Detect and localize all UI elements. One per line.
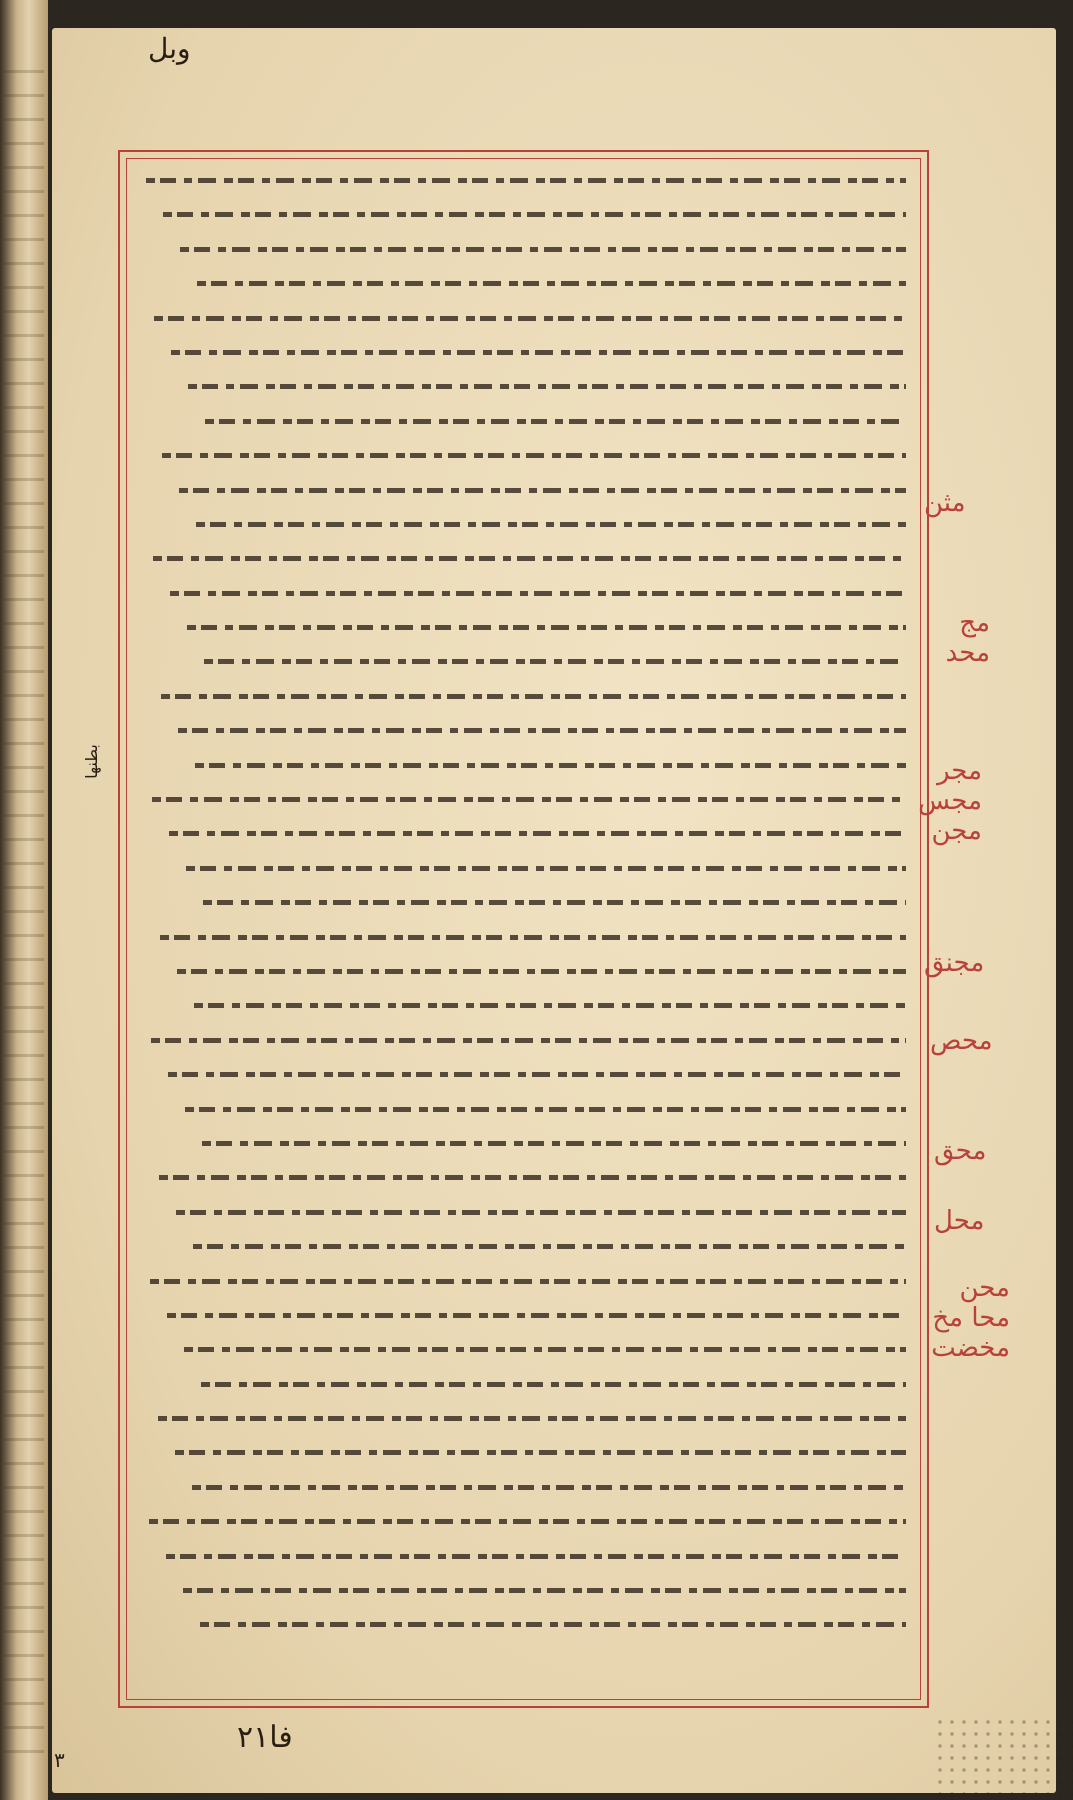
text-block: [146, 158, 906, 1637]
text-line: [146, 915, 906, 949]
text-line: [146, 1534, 906, 1568]
text-line: [146, 571, 906, 605]
text-line: [146, 983, 906, 1017]
text-line: [146, 1568, 906, 1602]
text-line: [146, 536, 906, 570]
page-number: فا٢١: [237, 1720, 293, 1755]
text-line: [146, 192, 906, 226]
margin-note-9: بطنها: [81, 744, 101, 779]
text-line: [146, 1155, 906, 1189]
text-lines: [146, 158, 906, 1637]
text-line: [146, 1259, 906, 1293]
text-line: [146, 433, 906, 467]
text-line: [146, 880, 906, 914]
margin-note-5: محص: [930, 1026, 993, 1056]
text-line: [146, 468, 906, 502]
text-line: [146, 846, 906, 880]
text-line: [146, 227, 906, 261]
text-line: [146, 1602, 906, 1636]
margin-note-2: مج محد: [945, 608, 990, 668]
corner-number: ٣: [54, 1748, 65, 1772]
text-line: [146, 1087, 906, 1121]
text-line: [146, 1396, 906, 1430]
book-spine: [0, 0, 48, 1800]
text-line: [146, 1121, 906, 1155]
text-line: [146, 330, 906, 364]
bottom-ornament: [934, 1716, 1073, 1796]
text-line: [146, 158, 906, 192]
text-line: [146, 777, 906, 811]
text-line: [146, 639, 906, 673]
margin-note-1: مثن: [924, 488, 966, 518]
text-line: [146, 364, 906, 398]
text-line: [146, 605, 906, 639]
top-catchword: وبل: [148, 32, 191, 65]
text-line: [146, 1293, 906, 1327]
text-line: [146, 261, 906, 295]
text-line: [146, 708, 906, 742]
margin-note-8: محن محا مخ مخضت: [931, 1273, 1010, 1363]
text-line: [146, 296, 906, 330]
text-line: [146, 1362, 906, 1396]
margin-note-4: مجنق: [924, 948, 985, 978]
facing-page-edge: [4, 70, 44, 1770]
margin-note-6: محق: [934, 1136, 987, 1166]
text-line: [146, 399, 906, 433]
text-line: [146, 1430, 906, 1464]
text-line: [146, 743, 906, 777]
text-line: [146, 1465, 906, 1499]
text-line: [146, 674, 906, 708]
text-line: [146, 1224, 906, 1258]
text-line: [146, 1190, 906, 1224]
text-line: [146, 1052, 906, 1086]
text-line: [146, 1327, 906, 1361]
text-line: [146, 811, 906, 845]
manuscript-page: [52, 28, 1056, 1793]
text-line: [146, 502, 906, 536]
margin-note-3: مجر مجس مجن: [918, 756, 982, 846]
margin-note-7: محل: [934, 1206, 985, 1236]
text-line: [146, 1018, 906, 1052]
text-line: [146, 949, 906, 983]
text-line: [146, 1499, 906, 1533]
